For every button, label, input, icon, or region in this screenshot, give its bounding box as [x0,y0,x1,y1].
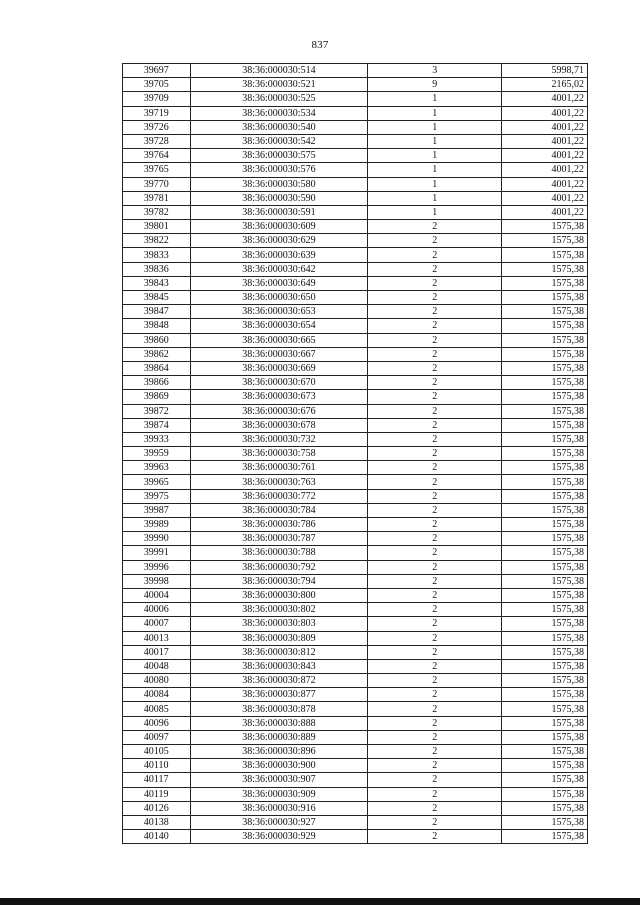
amount-cell: 4001,22 [502,149,588,163]
record-number-cell: 39862 [123,347,191,361]
cadastral-number-cell: 38:36:000030:896 [190,745,368,759]
scan-bottom-edge [0,898,640,905]
count-cell: 1 [368,120,502,134]
amount-cell: 1575,38 [502,631,588,645]
count-cell: 2 [368,546,502,560]
record-number-cell: 39728 [123,134,191,148]
amount-cell: 4001,22 [502,163,588,177]
record-number-cell: 39719 [123,106,191,120]
amount-cell: 1575,38 [502,603,588,617]
cadastral-number-cell: 38:36:000030:591 [190,205,368,219]
count-cell: 2 [368,617,502,631]
cadastral-number-cell: 38:36:000030:514 [190,64,368,78]
cadastral-number-cell: 38:36:000030:521 [190,78,368,92]
cadastral-number-cell: 38:36:000030:800 [190,588,368,602]
count-cell: 2 [368,404,502,418]
amount-cell: 1575,38 [502,787,588,801]
table-row [123,319,588,333]
record-number-cell: 39872 [123,404,191,418]
page-number: 837 [311,39,329,51]
record-number-cell: 40017 [123,645,191,659]
registry-table-body [123,64,588,844]
count-cell: 1 [368,134,502,148]
amount-cell: 1575,38 [502,404,588,418]
amount-cell: 1575,38 [502,305,588,319]
table-row [123,787,588,801]
cadastral-number-cell: 38:36:000030:761 [190,461,368,475]
table-row [123,773,588,787]
count-cell: 2 [368,518,502,532]
table-row [123,177,588,191]
amount-cell: 1575,38 [502,291,588,305]
amount-cell: 1575,38 [502,815,588,829]
amount-cell: 1575,38 [502,674,588,688]
table-row [123,645,588,659]
amount-cell: 1575,38 [502,532,588,546]
record-number-cell: 39996 [123,560,191,574]
cadastral-number-cell: 38:36:000030:812 [190,645,368,659]
count-cell: 2 [368,716,502,730]
count-cell: 2 [368,447,502,461]
amount-cell: 1575,38 [502,645,588,659]
amount-cell: 1575,38 [502,773,588,787]
table-row [123,532,588,546]
count-cell: 2 [368,489,502,503]
record-number-cell: 39874 [123,418,191,432]
table-row [123,291,588,305]
table-row [123,759,588,773]
table-row [123,262,588,276]
cadastral-number-cell: 38:36:000030:732 [190,432,368,446]
cadastral-number-cell: 38:36:000030:575 [190,149,368,163]
cadastral-number-cell: 38:36:000030:678 [190,418,368,432]
amount-cell: 1575,38 [502,560,588,574]
table-row [123,376,588,390]
amount-cell: 1575,38 [502,220,588,234]
record-number-cell: 39770 [123,177,191,191]
count-cell: 2 [368,347,502,361]
table-row [123,220,588,234]
record-number-cell: 40004 [123,588,191,602]
table-row [123,503,588,517]
table-row [123,390,588,404]
record-number-cell: 40007 [123,617,191,631]
count-cell: 1 [368,177,502,191]
count-cell: 2 [368,475,502,489]
amount-cell: 1575,38 [502,617,588,631]
record-number-cell: 40138 [123,815,191,829]
cadastral-number-cell: 38:36:000030:772 [190,489,368,503]
count-cell: 2 [368,333,502,347]
count-cell: 1 [368,205,502,219]
table-row [123,149,588,163]
amount-cell: 1575,38 [502,248,588,262]
cadastral-number-cell: 38:36:000030:540 [190,120,368,134]
count-cell: 2 [368,276,502,290]
record-number-cell: 39965 [123,475,191,489]
record-number-cell: 39845 [123,291,191,305]
cadastral-number-cell: 38:36:000030:653 [190,305,368,319]
cadastral-number-cell: 38:36:000030:665 [190,333,368,347]
amount-cell: 1575,38 [502,588,588,602]
table-row [123,588,588,602]
count-cell: 2 [368,248,502,262]
amount-cell: 1575,38 [502,347,588,361]
cadastral-number-cell: 38:36:000030:580 [190,177,368,191]
amount-cell: 1575,38 [502,376,588,390]
count-cell: 2 [368,659,502,673]
amount-cell: 4001,22 [502,120,588,134]
count-cell: 2 [368,376,502,390]
cadastral-number-cell: 38:36:000030:654 [190,319,368,333]
amount-cell: 1575,38 [502,432,588,446]
cadastral-number-cell: 38:36:000030:877 [190,688,368,702]
cadastral-number-cell: 38:36:000030:787 [190,532,368,546]
table-row [123,205,588,219]
count-cell: 2 [368,674,502,688]
cadastral-number-cell: 38:36:000030:542 [190,134,368,148]
cadastral-number-cell: 38:36:000030:788 [190,546,368,560]
count-cell: 2 [368,759,502,773]
table-row [123,276,588,290]
table-row [123,92,588,106]
table-row [123,574,588,588]
table-row [123,347,588,361]
record-number-cell: 39975 [123,489,191,503]
record-number-cell: 40048 [123,659,191,673]
cadastral-number-cell: 38:36:000030:802 [190,603,368,617]
cadastral-number-cell: 38:36:000030:809 [190,631,368,645]
count-cell: 2 [368,588,502,602]
cadastral-number-cell: 38:36:000030:784 [190,503,368,517]
amount-cell: 1575,38 [502,262,588,276]
count-cell: 2 [368,773,502,787]
count-cell: 1 [368,92,502,106]
record-number-cell: 40117 [123,773,191,787]
table-row [123,78,588,92]
record-number-cell: 40105 [123,745,191,759]
count-cell: 2 [368,305,502,319]
amount-cell: 1575,38 [502,518,588,532]
table-row [123,560,588,574]
count-cell: 2 [368,745,502,759]
count-cell: 2 [368,461,502,475]
record-number-cell: 39836 [123,262,191,276]
cadastral-number-cell: 38:36:000030:629 [190,234,368,248]
cadastral-number-cell: 38:36:000030:525 [190,92,368,106]
cadastral-number-cell: 38:36:000030:907 [190,773,368,787]
record-number-cell: 39990 [123,532,191,546]
table-row [123,702,588,716]
record-number-cell: 39801 [123,220,191,234]
amount-cell: 1575,38 [502,390,588,404]
record-number-cell: 40013 [123,631,191,645]
amount-cell: 1575,38 [502,503,588,517]
cadastral-number-cell: 38:36:000030:792 [190,560,368,574]
amount-cell: 1575,38 [502,319,588,333]
amount-cell: 4001,22 [502,205,588,219]
amount-cell: 4001,22 [502,134,588,148]
table-row [123,134,588,148]
cadastral-number-cell: 38:36:000030:650 [190,291,368,305]
record-number-cell: 39843 [123,276,191,290]
cadastral-number-cell: 38:36:000030:576 [190,163,368,177]
table-row [123,163,588,177]
record-number-cell: 40097 [123,730,191,744]
table-row [123,489,588,503]
record-number-cell: 40085 [123,702,191,716]
cadastral-number-cell: 38:36:000030:758 [190,447,368,461]
table-row [123,418,588,432]
table-row [123,730,588,744]
count-cell: 2 [368,560,502,574]
cadastral-number-cell: 38:36:000030:667 [190,347,368,361]
record-number-cell: 39933 [123,432,191,446]
record-number-cell: 39709 [123,92,191,106]
table-row [123,674,588,688]
count-cell: 2 [368,603,502,617]
table-row [123,801,588,815]
count-cell: 2 [368,830,502,844]
count-cell: 2 [368,532,502,546]
table-row [123,120,588,134]
cadastral-number-cell: 38:36:000030:843 [190,659,368,673]
cadastral-number-cell: 38:36:000030:763 [190,475,368,489]
record-number-cell: 39989 [123,518,191,532]
amount-cell: 4001,22 [502,177,588,191]
cadastral-number-cell: 38:36:000030:669 [190,361,368,375]
amount-cell: 4001,22 [502,191,588,205]
amount-cell: 4001,22 [502,92,588,106]
amount-cell: 1575,38 [502,461,588,475]
record-number-cell: 39765 [123,163,191,177]
record-number-cell: 39697 [123,64,191,78]
cadastral-number-cell: 38:36:000030:786 [190,518,368,532]
count-cell: 2 [368,432,502,446]
amount-cell: 1575,38 [502,830,588,844]
amount-cell: 1575,38 [502,574,588,588]
amount-cell: 1575,38 [502,333,588,347]
table-row [123,830,588,844]
cadastral-number-cell: 38:36:000030:900 [190,759,368,773]
amount-cell: 1575,38 [502,759,588,773]
amount-cell: 5998,71 [502,64,588,78]
amount-cell: 1575,38 [502,546,588,560]
amount-cell: 1575,38 [502,801,588,815]
count-cell: 2 [368,418,502,432]
table-row [123,248,588,262]
count-cell: 2 [368,262,502,276]
table-row [123,659,588,673]
table-row [123,361,588,375]
record-number-cell: 39781 [123,191,191,205]
record-number-cell: 40084 [123,688,191,702]
count-cell: 1 [368,163,502,177]
cadastral-number-cell: 38:36:000030:590 [190,191,368,205]
table-row [123,745,588,759]
record-number-cell: 39705 [123,78,191,92]
table-row [123,447,588,461]
cadastral-number-cell: 38:36:000030:927 [190,815,368,829]
table-row [123,64,588,78]
record-number-cell: 40006 [123,603,191,617]
count-cell: 2 [368,220,502,234]
record-number-cell: 40140 [123,830,191,844]
record-number-cell: 40119 [123,787,191,801]
record-number-cell: 39726 [123,120,191,134]
count-cell: 1 [368,149,502,163]
count-cell: 1 [368,191,502,205]
count-cell: 2 [368,319,502,333]
cadastral-number-cell: 38:36:000030:878 [190,702,368,716]
count-cell: 2 [368,688,502,702]
record-number-cell: 39963 [123,461,191,475]
record-number-cell: 39822 [123,234,191,248]
cadastral-number-cell: 38:36:000030:888 [190,716,368,730]
count-cell: 2 [368,291,502,305]
count-cell: 2 [368,702,502,716]
table-row [123,475,588,489]
table-row [123,333,588,347]
table-row [123,305,588,319]
record-number-cell: 39869 [123,390,191,404]
amount-cell: 1575,38 [502,447,588,461]
record-number-cell: 39782 [123,205,191,219]
table-row [123,191,588,205]
record-number-cell: 39833 [123,248,191,262]
amount-cell: 1575,38 [502,475,588,489]
registry-table [122,63,588,844]
cadastral-number-cell: 38:36:000030:872 [190,674,368,688]
count-cell: 2 [368,361,502,375]
amount-cell: 1575,38 [502,489,588,503]
table-row [123,461,588,475]
cadastral-number-cell: 38:36:000030:889 [190,730,368,744]
table-row [123,716,588,730]
amount-cell: 1575,38 [502,659,588,673]
record-number-cell: 39764 [123,149,191,163]
amount-cell: 1575,38 [502,361,588,375]
cadastral-number-cell: 38:36:000030:670 [190,376,368,390]
cadastral-number-cell: 38:36:000030:909 [190,787,368,801]
table-row [123,603,588,617]
record-number-cell: 40080 [123,674,191,688]
count-cell: 9 [368,78,502,92]
record-number-cell: 39864 [123,361,191,375]
table-row [123,546,588,560]
record-number-cell: 39959 [123,447,191,461]
table-row [123,432,588,446]
record-number-cell: 39866 [123,376,191,390]
table-row [123,688,588,702]
cadastral-number-cell: 38:36:000030:534 [190,106,368,120]
table-row [123,815,588,829]
amount-cell: 1575,38 [502,716,588,730]
cadastral-number-cell: 38:36:000030:609 [190,220,368,234]
cadastral-number-cell: 38:36:000030:639 [190,248,368,262]
count-cell: 2 [368,787,502,801]
count-cell: 2 [368,815,502,829]
record-number-cell: 39998 [123,574,191,588]
table-row [123,617,588,631]
count-cell: 2 [368,645,502,659]
table-row [123,404,588,418]
cadastral-number-cell: 38:36:000030:803 [190,617,368,631]
amount-cell: 1575,38 [502,418,588,432]
count-cell: 2 [368,390,502,404]
cadastral-number-cell: 38:36:000030:794 [190,574,368,588]
cadastral-number-cell: 38:36:000030:676 [190,404,368,418]
amount-cell: 1575,38 [502,730,588,744]
table-row [123,518,588,532]
amount-cell: 1575,38 [502,745,588,759]
record-number-cell: 39987 [123,503,191,517]
amount-cell: 1575,38 [502,276,588,290]
cadastral-number-cell: 38:36:000030:929 [190,830,368,844]
count-cell: 2 [368,801,502,815]
count-cell: 1 [368,106,502,120]
record-number-cell: 39848 [123,319,191,333]
amount-cell: 2165,02 [502,78,588,92]
record-number-cell: 39847 [123,305,191,319]
table-row [123,631,588,645]
record-number-cell: 40126 [123,801,191,815]
record-number-cell: 39860 [123,333,191,347]
amount-cell: 1575,38 [502,702,588,716]
record-number-cell: 40096 [123,716,191,730]
amount-cell: 4001,22 [502,106,588,120]
cadastral-number-cell: 38:36:000030:673 [190,390,368,404]
count-cell: 2 [368,574,502,588]
cadastral-number-cell: 38:36:000030:649 [190,276,368,290]
table-row [123,234,588,248]
amount-cell: 1575,38 [502,234,588,248]
record-number-cell: 39991 [123,546,191,560]
cadastral-number-cell: 38:36:000030:916 [190,801,368,815]
table-row [123,106,588,120]
count-cell: 2 [368,631,502,645]
amount-cell: 1575,38 [502,688,588,702]
count-cell: 2 [368,730,502,744]
count-cell: 2 [368,503,502,517]
record-number-cell: 40110 [123,759,191,773]
count-cell: 3 [368,64,502,78]
cadastral-number-cell: 38:36:000030:642 [190,262,368,276]
count-cell: 2 [368,234,502,248]
